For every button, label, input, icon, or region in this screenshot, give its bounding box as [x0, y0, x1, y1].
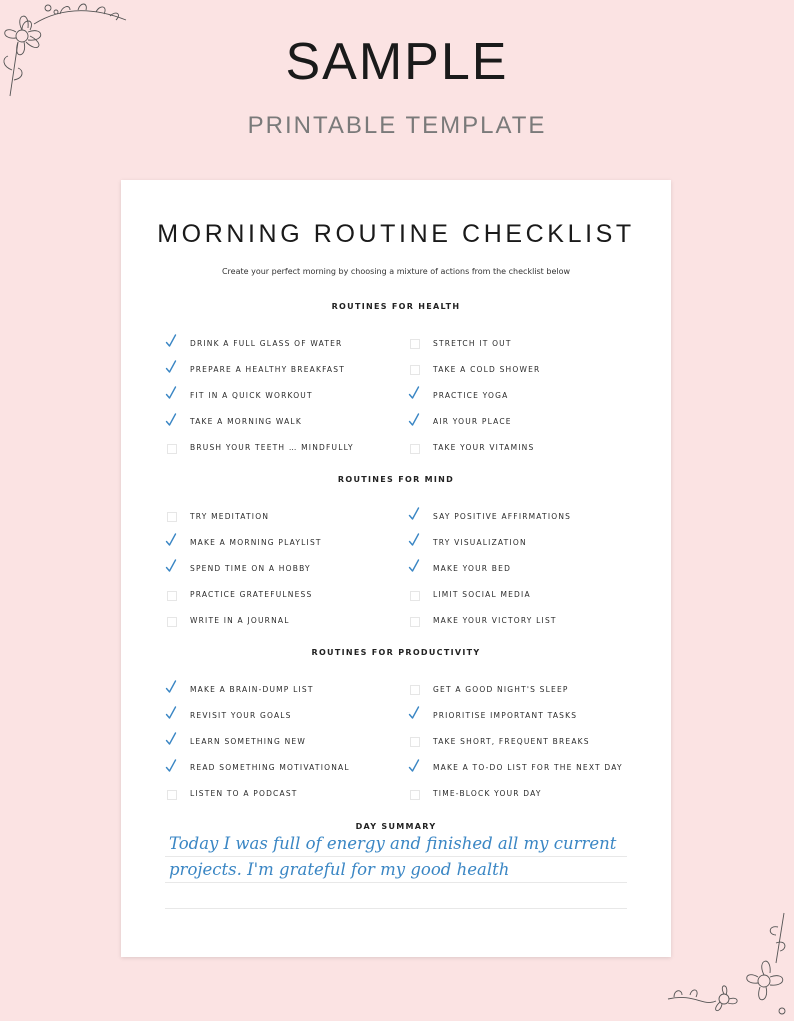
checklist-item-label: BRUSH YOUR TEETH … MINDFULLY: [190, 443, 354, 453]
checkmark-icon[interactable]: [165, 536, 177, 548]
checkmark-icon[interactable]: [408, 416, 420, 428]
empty-checkbox[interactable]: [408, 363, 420, 375]
checklist-item[interactable]: [165, 734, 306, 748]
sheet-intro: Create your perfect morning by choosing a mixture of actions from the checklist below: [221, 267, 571, 276]
checklist-item-label: TAKE SHORT, FREQUENT BREAKS: [433, 736, 590, 746]
checkmark-icon[interactable]: [165, 709, 177, 721]
checklist-item-label: AIR YOUR PLACE: [433, 417, 512, 427]
checklist-item[interactable]: [408, 708, 577, 722]
checklist-item[interactable]: [408, 336, 512, 350]
empty-checkbox[interactable]: [165, 510, 177, 522]
checklist-item[interactable]: [408, 415, 512, 429]
checklist-item-label: SPEND TIME ON A HOBBY: [190, 563, 311, 573]
checkmark-icon[interactable]: [408, 762, 420, 774]
checkmark-icon[interactable]: [165, 389, 177, 401]
sample-subtitle: PRINTABLE TEMPLATE: [247, 112, 547, 139]
empty-checkbox[interactable]: [165, 788, 177, 800]
summary-rule-2: [165, 882, 627, 883]
checklist-sheet: [121, 180, 671, 957]
checkmark-icon[interactable]: [408, 536, 420, 548]
checklist-item[interactable]: [165, 561, 311, 575]
checklist-item-label: MAKE YOUR BED: [433, 563, 512, 573]
checkmark-icon[interactable]: [165, 683, 177, 695]
checklist-item[interactable]: [408, 787, 542, 801]
checklist-item[interactable]: [165, 362, 345, 376]
summary-heading: DAY SUMMARY: [355, 822, 437, 831]
empty-checkbox[interactable]: [165, 589, 177, 601]
checklist-item-label: GET A GOOD NIGHT'S SLEEP: [433, 684, 569, 694]
checklist-item[interactable]: [408, 561, 511, 575]
empty-checkbox[interactable]: [408, 788, 420, 800]
checklist-item-label: WRITE IN A JOURNAL: [190, 616, 290, 626]
empty-checkbox[interactable]: [165, 615, 177, 627]
checklist-item-label: SAY POSITIVE AFFIRMATIONS: [433, 511, 572, 521]
checklist-item[interactable]: [165, 761, 350, 775]
checklist-item-label: LISTEN TO A PODCAST: [190, 789, 298, 799]
empty-checkbox[interactable]: [165, 442, 177, 454]
checklist-item-label: PRIORITISE IMPORTANT TASKS: [433, 710, 578, 720]
floral-corner-bottom-right: [664, 903, 794, 1021]
checklist-item[interactable]: [165, 388, 313, 402]
checklist-item-label: TRY MEDITATION: [190, 511, 270, 521]
checklist-item-label: STRETCH IT OUT: [433, 338, 512, 348]
checklist-item-label: REVISIT YOUR GOALS: [190, 710, 292, 720]
checkmark-icon[interactable]: [165, 416, 177, 428]
checklist-item[interactable]: [165, 682, 314, 696]
checklist-item-label: TIME-BLOCK YOUR DAY: [433, 789, 542, 799]
checklist-item-label: TAKE A MORNING WALK: [190, 417, 302, 427]
checklist-item[interactable]: [165, 614, 290, 628]
checklist-item-label: LIMIT SOCIAL MEDIA: [433, 590, 531, 600]
checklist-item-label: READ SOMETHING MOTIVATIONAL: [190, 763, 350, 773]
checklist-item[interactable]: [165, 588, 312, 602]
sheet-title: MORNING ROUTINE CHECKLIST: [157, 220, 635, 248]
checklist-item[interactable]: [165, 509, 269, 523]
checklist-item[interactable]: [408, 509, 571, 523]
checklist-item[interactable]: [165, 708, 292, 722]
checklist-item-label: LEARN SOMETHING NEW: [190, 736, 306, 746]
checklist-item[interactable]: [408, 682, 569, 696]
checklist-item-label: MAKE YOUR VICTORY LIST: [433, 616, 557, 626]
checklist-item[interactable]: [165, 336, 342, 350]
checklist-item-label: PRACTICE YOGA: [433, 390, 509, 400]
checkmark-icon[interactable]: [408, 510, 420, 522]
checkmark-icon[interactable]: [165, 562, 177, 574]
checklist-item-label: MAKE A MORNING PLAYLIST: [190, 537, 322, 547]
checkmark-icon[interactable]: [408, 709, 420, 721]
checklist-item[interactable]: [408, 388, 508, 402]
checklist-item-label: MAKE A BRAIN-DUMP LIST: [190, 684, 314, 694]
checklist-item-label: MAKE A TO-DO LIST FOR THE NEXT DAY: [433, 763, 623, 773]
checklist-item[interactable]: [165, 787, 298, 801]
checkmark-icon[interactable]: [165, 337, 177, 349]
checklist-item[interactable]: [408, 588, 531, 602]
checklist-item[interactable]: [408, 362, 540, 376]
checklist-item[interactable]: [408, 761, 623, 775]
checklist-item[interactable]: [165, 535, 322, 549]
checklist-item-label: PRACTICE GRATEFULNESS: [190, 590, 313, 600]
checklist-item[interactable]: [408, 441, 534, 455]
checklist-item[interactable]: [165, 415, 302, 429]
sample-title: SAMPLE: [285, 33, 509, 91]
checklist-item-label: PREPARE A HEALTHY BREAKFAST: [190, 364, 345, 374]
checklist-item[interactable]: [165, 441, 354, 455]
empty-checkbox[interactable]: [408, 337, 420, 349]
summary-rule-3: [165, 908, 627, 909]
section-heading: ROUTINES FOR MIND: [337, 475, 455, 484]
checklist-item-label: TAKE A COLD SHOWER: [433, 364, 541, 374]
section-heading: ROUTINES FOR HEALTH: [331, 302, 461, 311]
empty-checkbox[interactable]: [408, 589, 420, 601]
checkmark-icon[interactable]: [408, 389, 420, 401]
checklist-item[interactable]: [408, 535, 527, 549]
checkmark-icon[interactable]: [165, 735, 177, 747]
section-heading: ROUTINES FOR PRODUCTIVITY: [311, 648, 481, 657]
checklist-item[interactable]: [408, 734, 590, 748]
checkmark-icon[interactable]: [408, 562, 420, 574]
checkmark-icon[interactable]: [165, 762, 177, 774]
empty-checkbox[interactable]: [408, 683, 420, 695]
summary-text-line-1[interactable]: Today I was full of energy and finished all my current: [169, 834, 617, 853]
checkmark-icon[interactable]: [165, 363, 177, 375]
checklist-item[interactable]: [408, 614, 557, 628]
checklist-item-label: FIT IN A QUICK WORKOUT: [190, 390, 313, 400]
empty-checkbox[interactable]: [408, 735, 420, 747]
checklist-item-label: DRINK A FULL GLASS OF WATER: [190, 338, 343, 348]
summary-rule-1: [165, 856, 627, 857]
summary-text-line-2[interactable]: projects. I'm grateful for my good health: [169, 860, 510, 879]
checklist-item-label: TRY VISUALIZATION: [433, 537, 527, 547]
empty-checkbox[interactable]: [408, 442, 420, 454]
checklist-item-label: TAKE YOUR VITAMINS: [433, 443, 535, 453]
empty-checkbox[interactable]: [408, 615, 420, 627]
